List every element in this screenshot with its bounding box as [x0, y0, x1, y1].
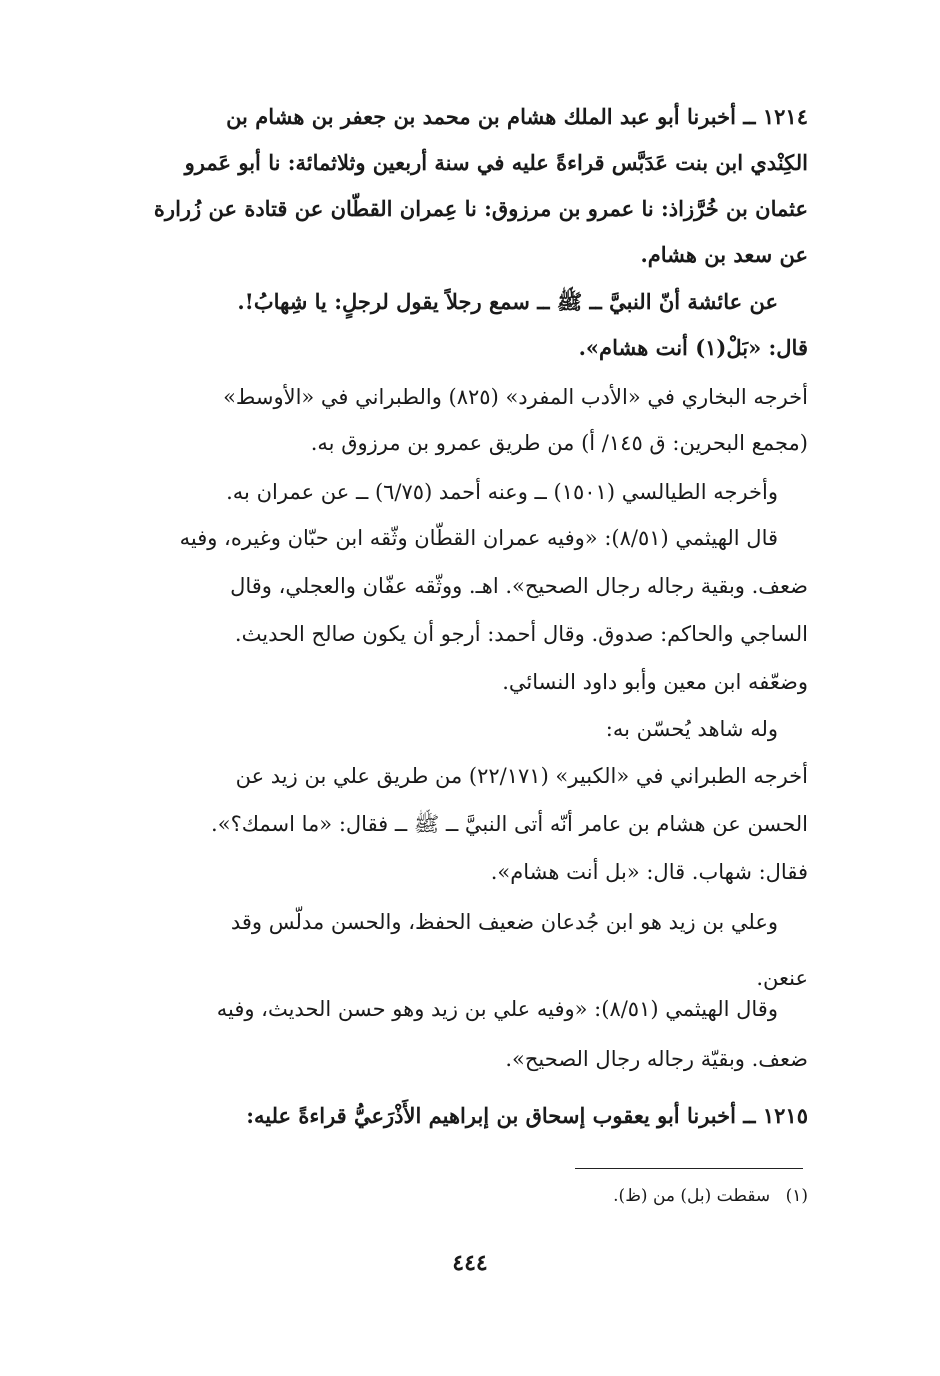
shahid-paragraph	[108, 707, 808, 751]
text-line: وعلي بن زيد هو ابن جُدعان ضعيف الحفظ، والحسن مدلّس وقد	[230, 910, 778, 934]
footnote-divider	[575, 1168, 803, 1169]
text-line: قال: «بَلْ(١) أنت هشام».	[578, 335, 808, 360]
haythami-paragraph	[108, 984, 808, 1084]
page-number: ٤٤٤	[452, 1250, 488, 1276]
text-line: عن عائشة أنّ النبيَّ ــ ﷺ ــ سمع رجلاً يقول لرجلٍ: يا شِهابُ!.	[237, 289, 778, 314]
text-line: أخرجه البخاري في «الأدب المفرد» (٨٢٥) والطبراني في «الأوسط»	[223, 385, 808, 409]
text-line: أخرجه الطبراني في «الكبير» (٢٢/١٧١) من طريق علي بن زيد عن	[235, 764, 808, 788]
text-line: وقال الهيثمي (٨/٥١): «وفيه علي بن زيد وهو حسن الحديث، وفيه	[216, 997, 778, 1021]
text-line: الكِنْدي ابن بنت عَدَبَّس قراءةً عليه في سنة أربعين وثلاثمائة: نا أبو عَمرو	[184, 150, 808, 175]
text-line: (مجمع البحرين: ق ١٤٥/ أ) من طريق عمرو بن مرزوق به.	[310, 431, 808, 455]
hadith-1214-matn	[108, 279, 808, 371]
text-line: وأخرجه الطيالسي (١٥٠١) ــ وعنه أحمد (٦/٧٥) ــ عن عمران به.	[226, 480, 778, 504]
text-line: عنعن.	[756, 966, 808, 990]
hadith-1215-isnad	[108, 1094, 808, 1138]
hadith-1214-isnad	[108, 94, 808, 278]
footnote	[613, 1186, 808, 1206]
text-line: ضعف. وبقية رجاله رجال الصحيح». اهـ. ووثّقه عفّان والعجلي، وقال	[230, 574, 808, 598]
text-line: ١٢١٤ ــ أخبرنا أبو عبد الملك هشام بن محمد بن جعفر بن هشام بن	[226, 104, 808, 129]
text-line: وله شاهد يُحسّن به:	[605, 717, 778, 741]
text-line: قال الهيثمي (٨/٥١): «وفيه عمران القطّان وثّقه ابن حبّان وغيره، وفيه	[179, 526, 778, 550]
text-line: فقال: شهاب. قال: «بل أنت هشام».	[490, 860, 808, 884]
text-line: عثمان بن خُرَّزاذ: نا عمرو بن مرزوق: نا عِمران القطّان عن قتادة عن زُرارة	[153, 196, 808, 221]
haythami-paragraph	[108, 514, 808, 706]
footnote-number: (١)	[785, 1186, 808, 1206]
text-line: ضعف. وبقيّة رجاله رجال الصحيح».	[505, 1047, 808, 1071]
text-line: وضعّفه ابن معين وأبو داود النسائي.	[502, 670, 808, 694]
text-line: ١٢١٥ ــ أخبرنا أبو يعقوب إسحاق بن إبراهيم الأَذْرَعيُّ قراءةً عليه:	[246, 1103, 808, 1128]
text-line: الساجي والحاكم: صدوق. وقال أحمد: أرجو أن يكون صالح الحديث.	[234, 622, 808, 646]
takhrij-paragraph	[108, 752, 808, 896]
takhrij-paragraph	[108, 374, 808, 466]
text-line: الحسن عن هشام بن عامر أنّه أتى النبيَّ ــ ﷺ ــ فقال: «ما اسمك؟».	[211, 812, 808, 836]
text-line: عن سعد بن هشام.	[640, 242, 808, 267]
takhrij-paragraph	[108, 470, 808, 514]
footnote-text: سقطت (بل) من (ظ).	[613, 1186, 771, 1206]
